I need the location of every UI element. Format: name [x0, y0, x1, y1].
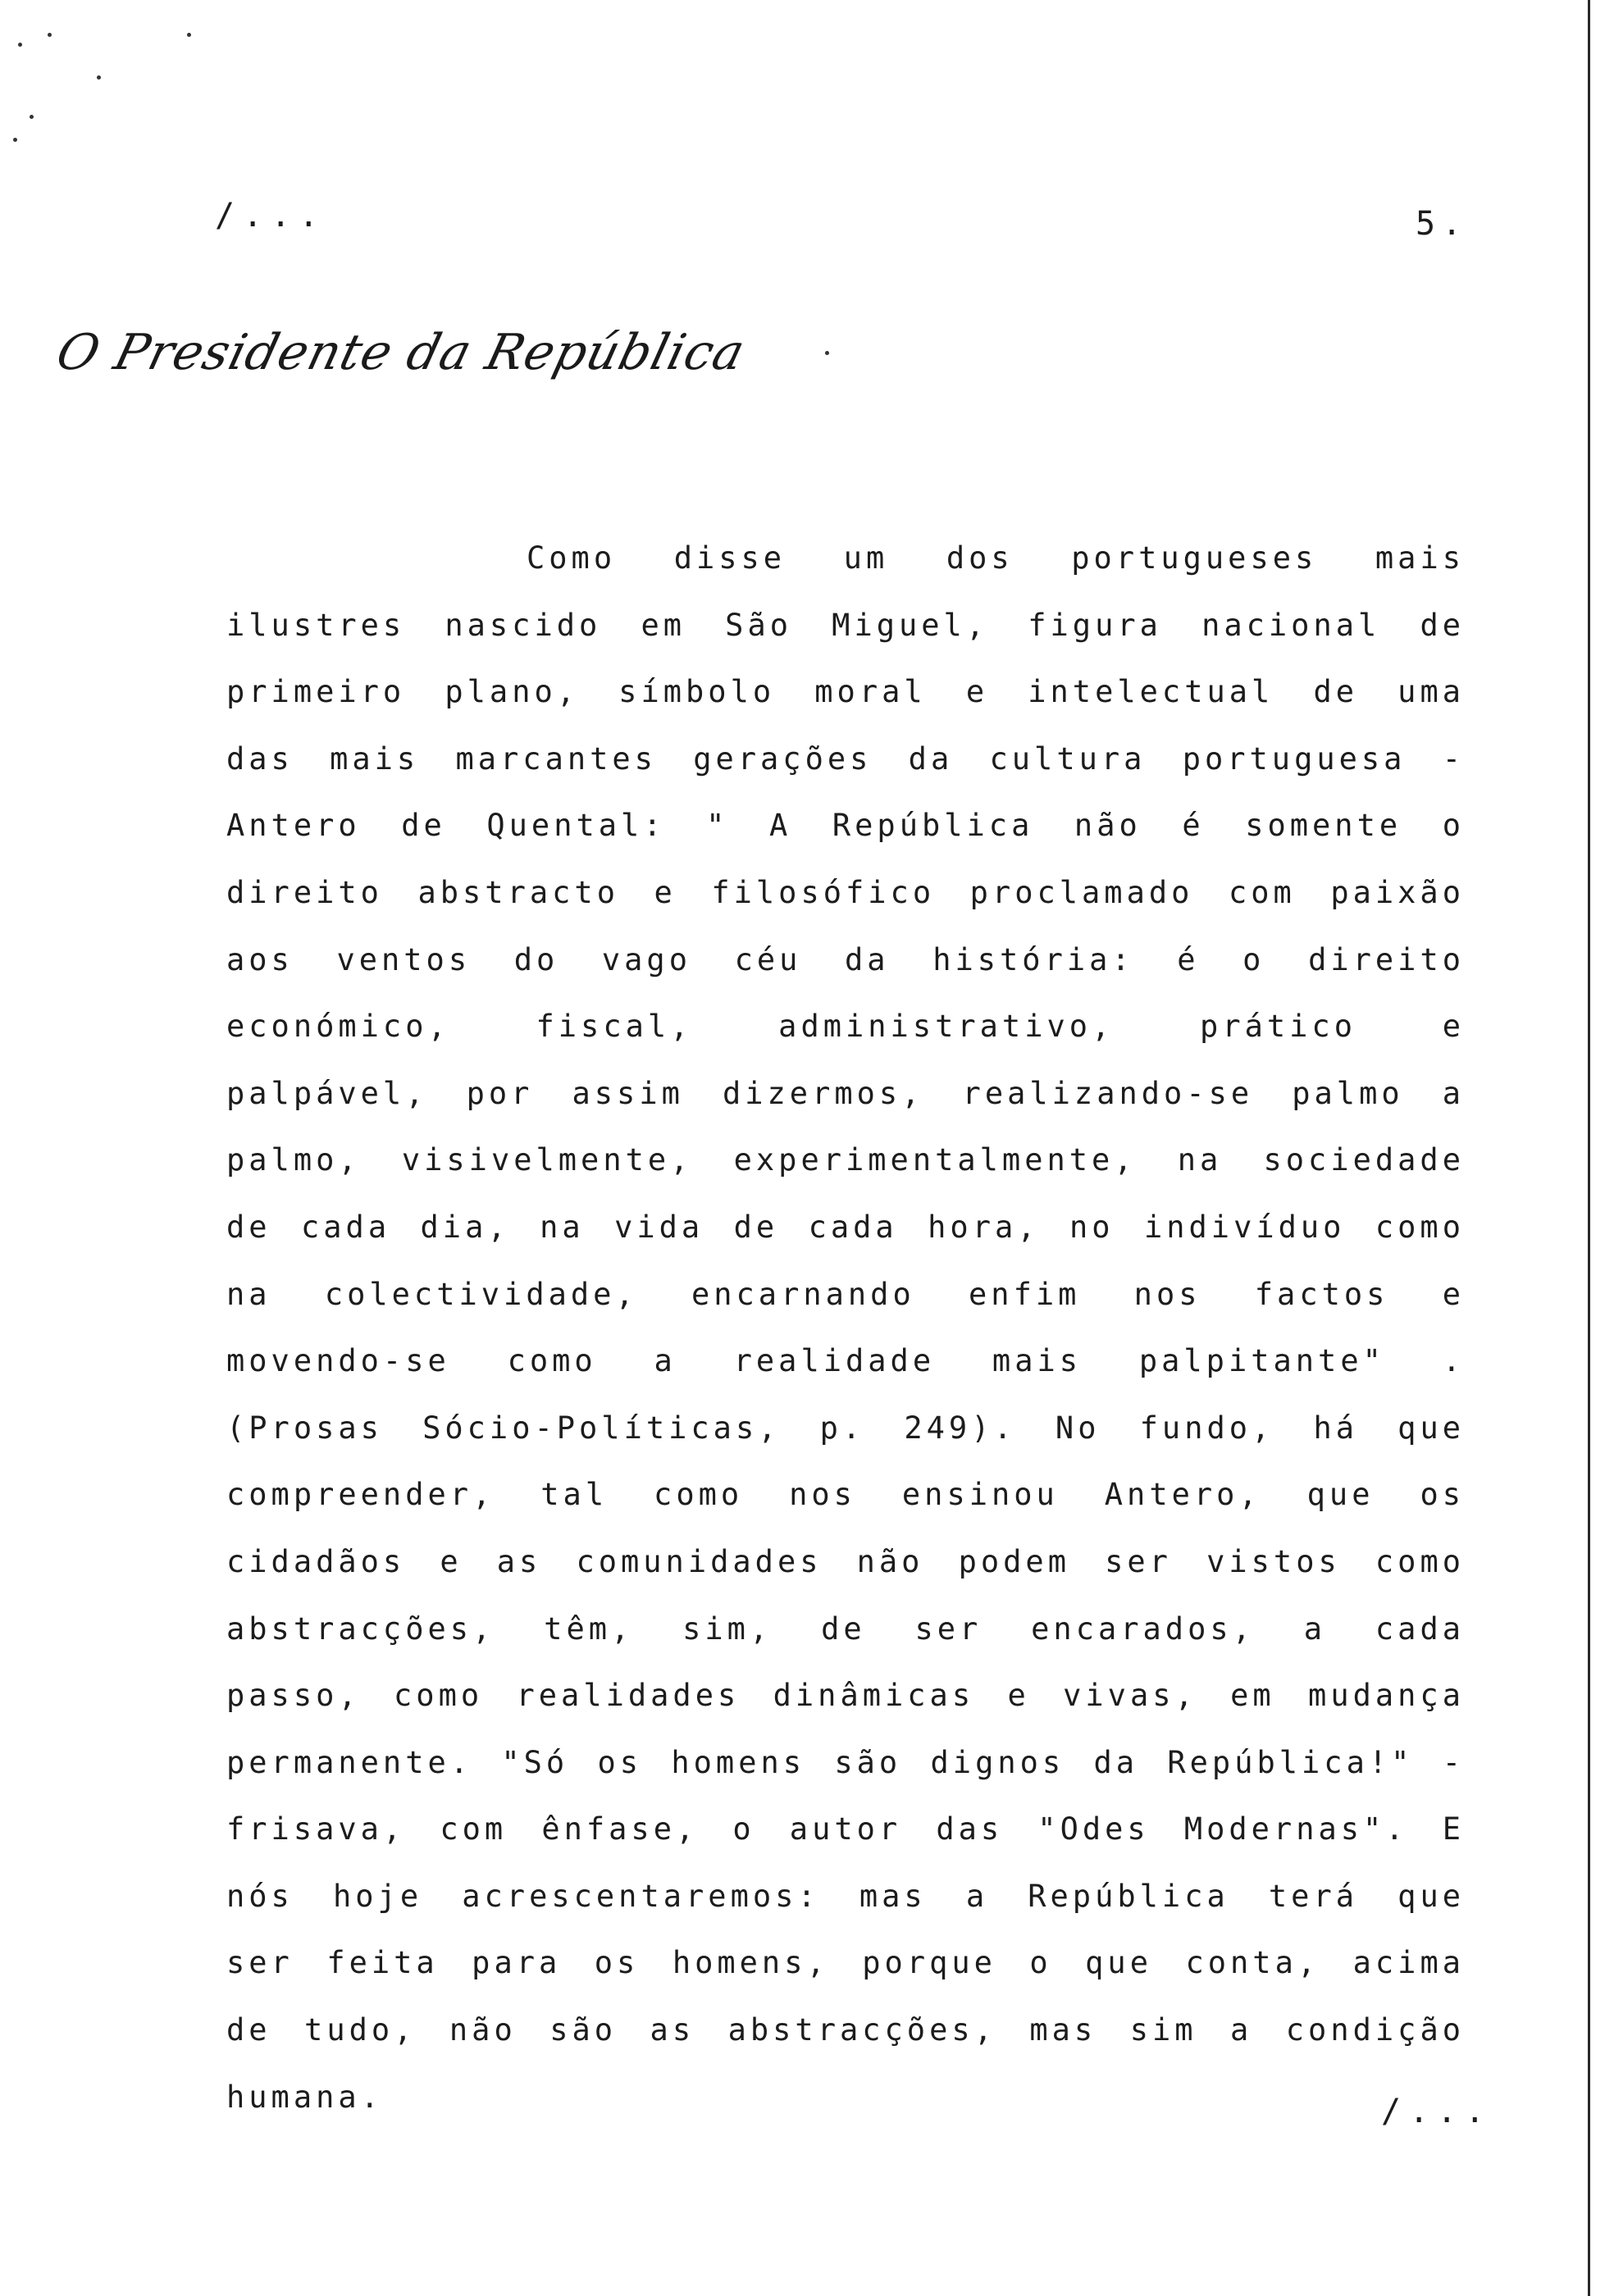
- scan-speck: [825, 351, 829, 355]
- scan-edge-line: [1588, 0, 1590, 2296]
- continuation-marker-bottom: /...: [1381, 2093, 1493, 2130]
- page-number: 5.: [1416, 205, 1469, 243]
- scan-speck: [48, 33, 52, 37]
- body-paragraph: Como disse um dos portugueses mais ilustres nascido em São Miguel, figura nacional de primeiro plano, símbolo moral e intelectual de uma das mais marcantes gerações da cultura portuguesa - Antero de Quental: " A República não é somente o direito abstracto e filosófico proclamado com paixão aos ventos do vago céu da história: é o direito económico, fiscal, administrativo, prático e palpável, por assim dizermos, realizando-se palmo a palmo, visivelmente, experimentalmente, na sociedade de cada dia, na vida de cada hora, no indivíduo como na colectividade, encarnando enfim nos factos e movendo-se como a realidade mais palpitante" . (Prosas Sócio-Políticas, p. 249). No fundo, há que compreender, tal como nos ensinou Antero, que os cidadãos e as comunidades não podem ser vistos como abstracções, têm, sim, de ser encarados, a cada passo, como realidades dinâmicas e vivas, em mudança permanente. "Só os homens são dignos da República!" - frisava, com ênfase, o autor das "Odes Modernas". E nós hoje acrescentaremos: mas a República terá que ser feita para os homens, porque o que conta, acima de tudo, não são as abstracções, mas sim a condição humana.: [226, 540, 1465, 2115]
- scan-speck: [18, 43, 22, 47]
- scan-speck: [97, 75, 101, 80]
- scan-speck: [30, 115, 34, 119]
- scan-speck: [13, 138, 17, 142]
- scan-speck: [187, 33, 191, 37]
- continuation-marker-top: /...: [215, 197, 327, 235]
- letterhead-title: O Presidente da República: [51, 324, 751, 381]
